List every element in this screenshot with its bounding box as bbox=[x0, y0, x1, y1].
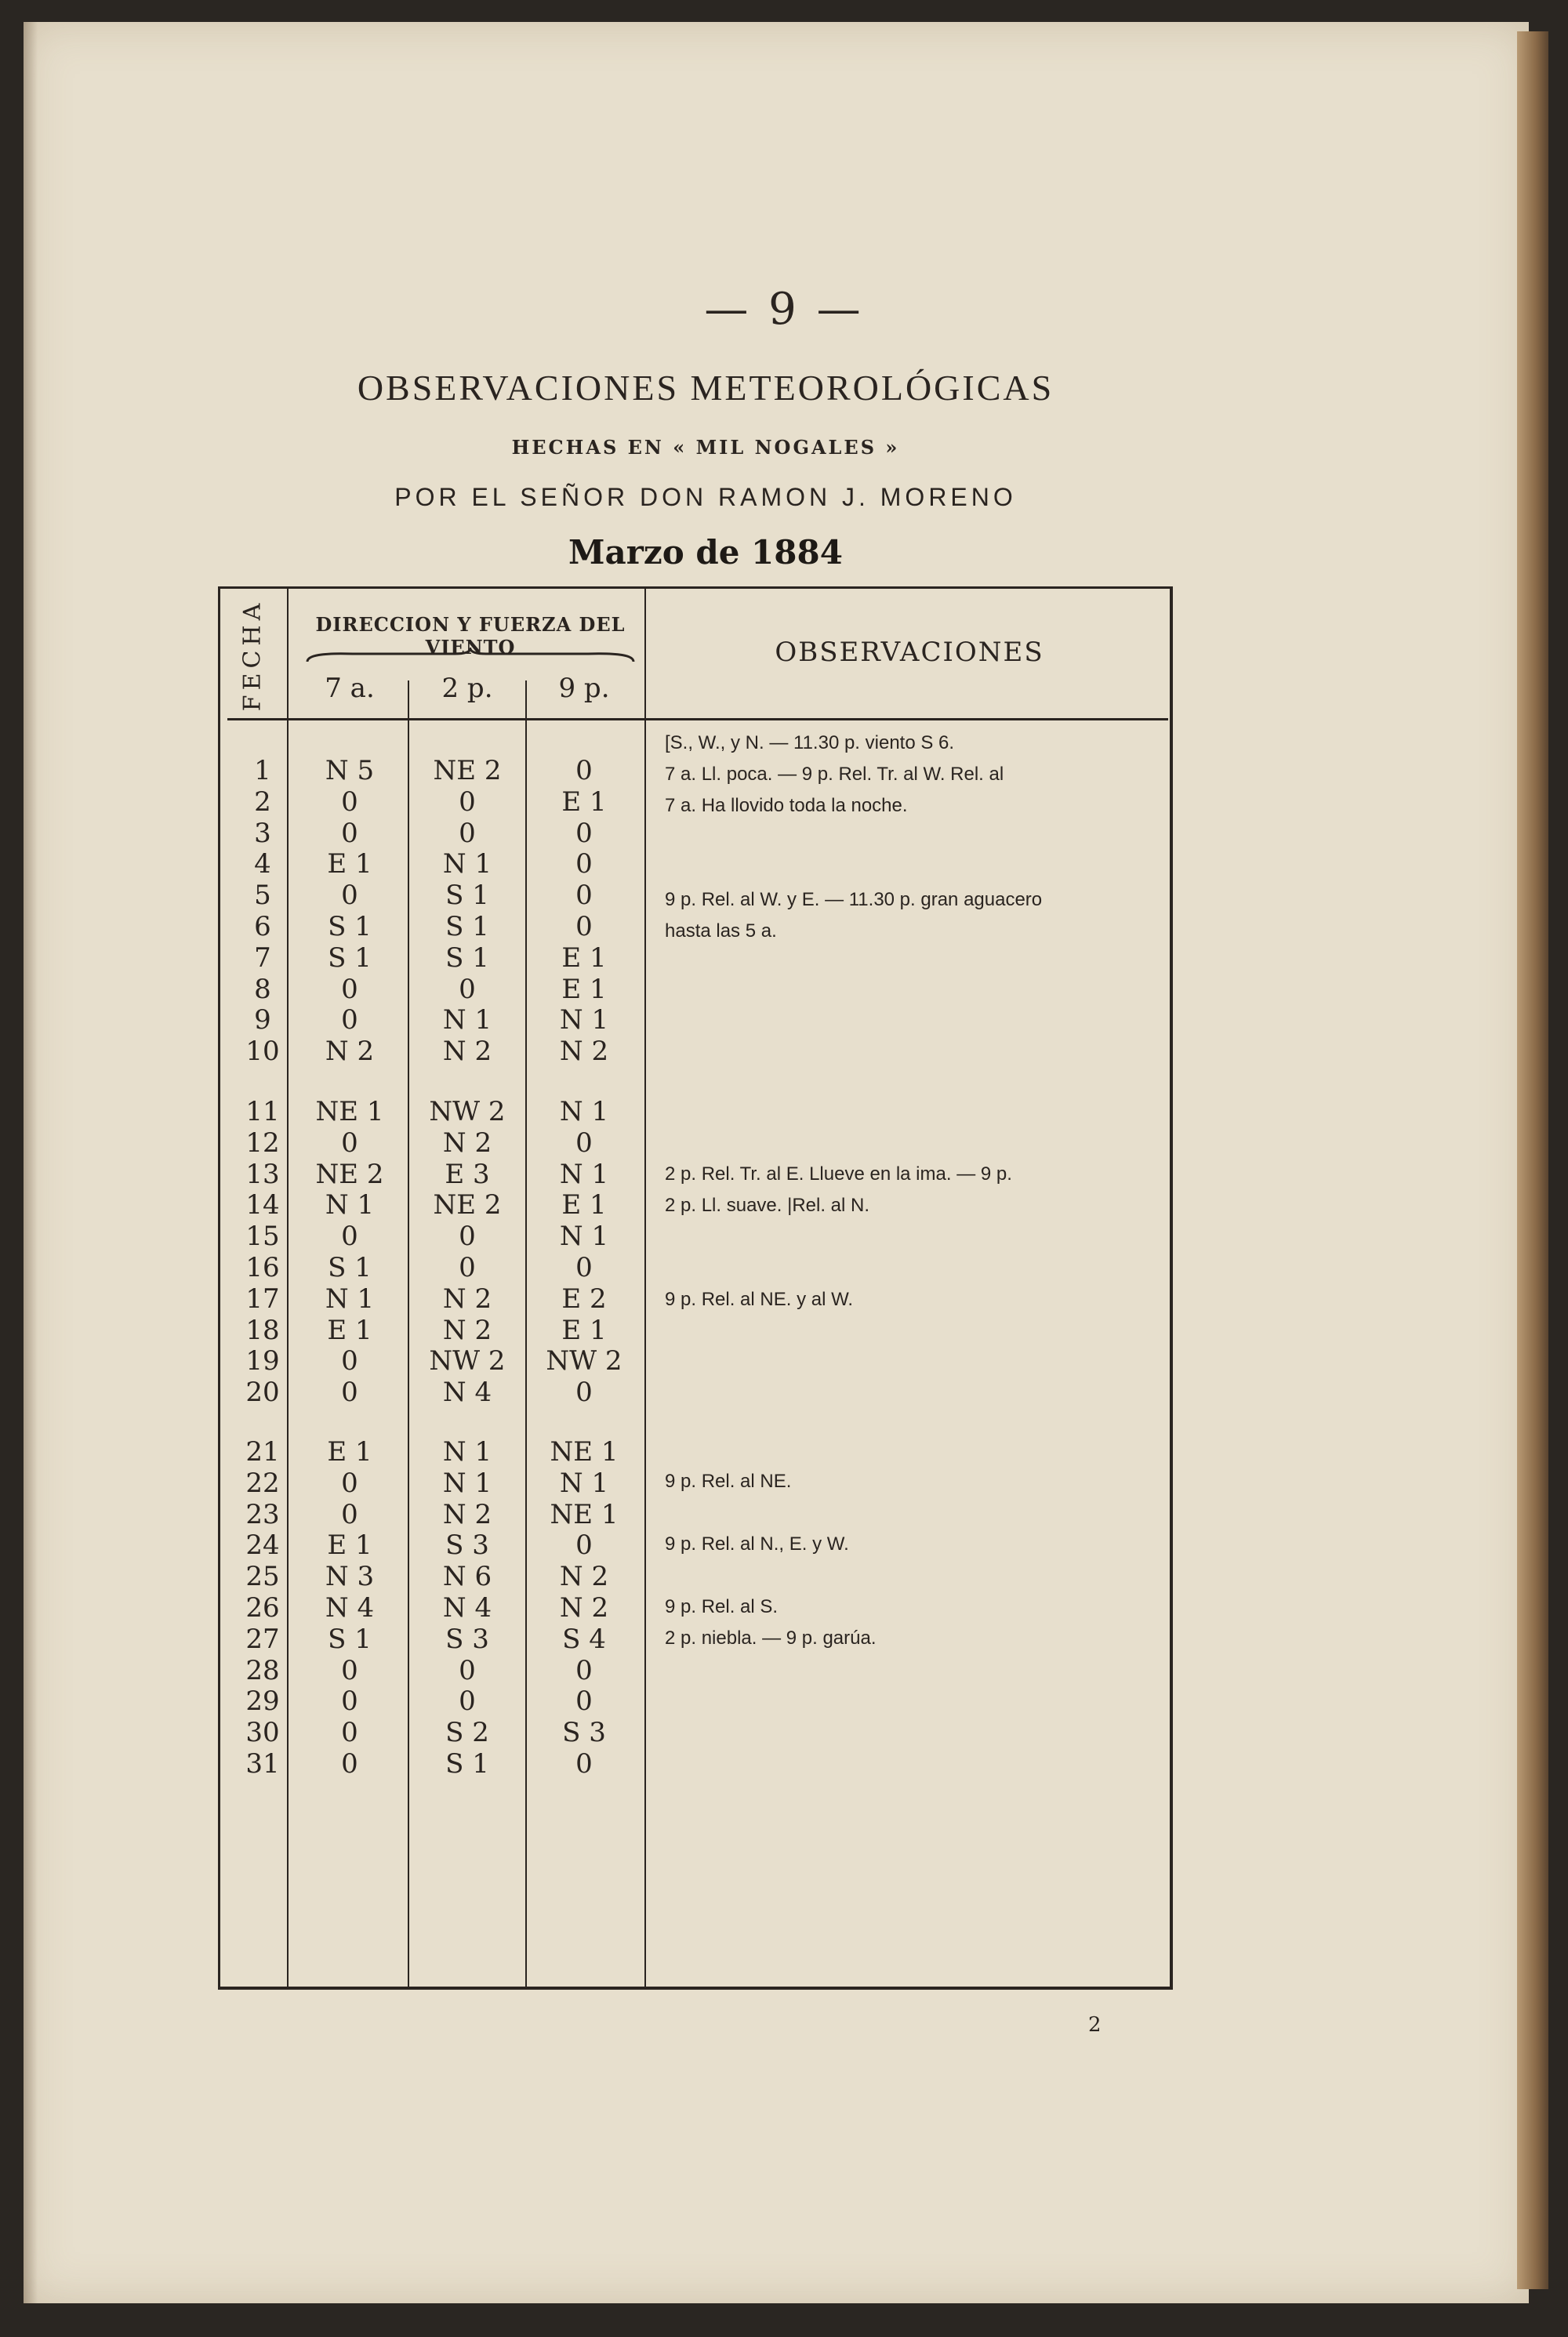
row-day: 19 bbox=[245, 1345, 280, 1377]
wind-2p: N 2 bbox=[442, 1127, 492, 1159]
wind-9p: N 1 bbox=[559, 1004, 609, 1036]
wind-9p: N 1 bbox=[559, 1159, 609, 1190]
wind-7a: 0 bbox=[341, 1377, 358, 1408]
wind-7a: E 1 bbox=[327, 1315, 372, 1346]
wind-2p: NE 2 bbox=[433, 755, 502, 786]
row-day: 18 bbox=[245, 1315, 280, 1346]
observation-line: 7 a. Ha llovido toda la noche. bbox=[665, 795, 908, 816]
wind-2p: N 1 bbox=[442, 1468, 492, 1499]
observation-line: hasta las 5 a. bbox=[665, 920, 777, 942]
row-day: 22 bbox=[245, 1468, 280, 1499]
wind-7a: N 3 bbox=[325, 1561, 375, 1592]
wind-7a: 0 bbox=[341, 1717, 358, 1748]
wind-9p: 0 bbox=[575, 755, 593, 786]
wind-2p: N 2 bbox=[442, 1499, 492, 1530]
row-day: 10 bbox=[245, 1036, 280, 1067]
row-day: 21 bbox=[245, 1436, 280, 1468]
observation-line: 9 p. Rel. al W. y E. — 11.30 p. gran aguacero bbox=[665, 889, 1043, 910]
row-day: 25 bbox=[245, 1561, 280, 1592]
wind-7a: N 1 bbox=[325, 1283, 375, 1315]
page-edge bbox=[1517, 31, 1548, 2289]
signature-number: 2 bbox=[1088, 2013, 1102, 2037]
row-day: 20 bbox=[245, 1377, 280, 1408]
row-day: 2 bbox=[254, 786, 271, 818]
wind-9p: E 1 bbox=[561, 1189, 607, 1221]
column-header-2p: 2 p. bbox=[441, 673, 493, 704]
row-day: 26 bbox=[245, 1592, 280, 1624]
wind-9p: E 1 bbox=[561, 1315, 607, 1346]
row-day: 5 bbox=[254, 880, 271, 911]
wind-7a: NE 2 bbox=[315, 1159, 384, 1190]
wind-7a: 0 bbox=[341, 1345, 358, 1377]
wind-9p: 0 bbox=[575, 818, 593, 849]
wind-7a: N 2 bbox=[325, 1036, 375, 1067]
wind-2p: S 1 bbox=[445, 911, 489, 942]
wind-2p: NW 2 bbox=[429, 1345, 506, 1377]
wind-2p: N 2 bbox=[442, 1036, 492, 1067]
wind-2p: 0 bbox=[459, 1686, 476, 1717]
wind-9p: N 1 bbox=[559, 1221, 609, 1252]
wind-7a: N 4 bbox=[325, 1592, 375, 1624]
wind-2p: NE 2 bbox=[433, 1189, 502, 1221]
wind-9p: 0 bbox=[575, 1252, 593, 1283]
wind-7a: S 1 bbox=[328, 1624, 372, 1655]
wind-9p: E 1 bbox=[561, 974, 607, 1005]
wind-2p: N 6 bbox=[442, 1561, 492, 1592]
row-day: 30 bbox=[245, 1717, 280, 1748]
wind-7a: E 1 bbox=[327, 1530, 372, 1561]
wind-9p: S 4 bbox=[562, 1624, 606, 1655]
row-day: 17 bbox=[245, 1283, 280, 1315]
observation-line: 9 p. Rel. al S. bbox=[665, 1596, 779, 1617]
column-header-7a: 7 a. bbox=[325, 673, 375, 704]
observation-line: 9 p. Rel. al NE. bbox=[665, 1471, 792, 1492]
wind-2p: N 1 bbox=[442, 1436, 492, 1468]
row-day: 23 bbox=[245, 1499, 280, 1530]
wind-9p: N 1 bbox=[559, 1096, 609, 1127]
wind-9p: 0 bbox=[575, 1748, 593, 1780]
row-day: 1 bbox=[254, 755, 271, 786]
wind-2p: S 1 bbox=[445, 880, 489, 911]
wind-7a: E 1 bbox=[327, 1436, 372, 1468]
row-day: 14 bbox=[245, 1189, 280, 1221]
wind-7a: E 1 bbox=[327, 848, 372, 880]
wind-9p: 0 bbox=[575, 848, 593, 880]
wind-9p: 0 bbox=[575, 1127, 593, 1159]
row-day: 15 bbox=[245, 1221, 280, 1252]
wind-9p: 0 bbox=[575, 1530, 593, 1561]
header-underline bbox=[227, 718, 1168, 720]
wind-9p: N 2 bbox=[559, 1036, 609, 1067]
wind-7a: 0 bbox=[341, 1655, 358, 1686]
row-day: 16 bbox=[245, 1252, 280, 1283]
row-day: 29 bbox=[245, 1686, 280, 1717]
column-divider-2p bbox=[525, 680, 527, 1988]
wind-2p: N 1 bbox=[442, 848, 492, 880]
wind-9p: 0 bbox=[575, 1655, 593, 1686]
observation-line: 2 p. Rel. Tr. al E. Llueve en la ima. — 9 p. bbox=[665, 1163, 1012, 1185]
wind-7a: 0 bbox=[341, 818, 358, 849]
wind-2p: S 1 bbox=[445, 942, 489, 974]
wind-9p: E 1 bbox=[561, 786, 607, 818]
observation-line: 2 p. niebla. — 9 p. garúa. bbox=[665, 1628, 877, 1649]
subtitle-location: HECHAS EN « MIL NOGALES » bbox=[511, 436, 900, 459]
row-day: 27 bbox=[245, 1624, 280, 1655]
wind-9p: E 1 bbox=[561, 942, 607, 974]
brace-icon bbox=[306, 648, 635, 663]
wind-9p: 0 bbox=[575, 1377, 593, 1408]
row-day: 9 bbox=[254, 1004, 271, 1036]
wind-2p: N 4 bbox=[442, 1592, 492, 1624]
observations-column-header: OBSERVACIONES bbox=[775, 637, 1044, 668]
observation-line: 7 a. Ll. poca. — 9 p. Rel. Tr. al W. Rel. al bbox=[665, 764, 1004, 785]
page-title: OBSERVACIONES METEOROLÓGICAS bbox=[357, 368, 1054, 408]
month-heading: Marzo de 1884 bbox=[568, 533, 843, 572]
wind-7a: N 1 bbox=[325, 1189, 375, 1221]
row-day: 4 bbox=[254, 848, 271, 880]
wind-7a: N 5 bbox=[325, 755, 375, 786]
row-day: 6 bbox=[254, 911, 271, 942]
row-day: 8 bbox=[254, 974, 271, 1005]
wind-9p: E 2 bbox=[561, 1283, 607, 1315]
wind-7a: 0 bbox=[341, 974, 358, 1005]
row-day: 7 bbox=[254, 942, 271, 974]
wind-2p: N 2 bbox=[442, 1283, 492, 1315]
wind-2p: NW 2 bbox=[429, 1096, 506, 1127]
wind-2p: 0 bbox=[459, 786, 476, 818]
observation-line: 9 p. Rel. al NE. y al W. bbox=[665, 1289, 854, 1310]
row-day: 12 bbox=[245, 1127, 280, 1159]
wind-2p: 0 bbox=[459, 1252, 476, 1283]
wind-2p: 0 bbox=[459, 1655, 476, 1686]
observation-line: 2 p. Ll. suave. |Rel. al N. bbox=[665, 1195, 870, 1216]
wind-9p: NE 1 bbox=[550, 1436, 619, 1468]
wind-9p: NE 1 bbox=[550, 1499, 619, 1530]
wind-7a: S 1 bbox=[328, 911, 372, 942]
wind-2p: N 1 bbox=[442, 1004, 492, 1036]
wind-9p: NW 2 bbox=[546, 1345, 622, 1377]
row-day: 31 bbox=[245, 1748, 280, 1780]
row-day: 24 bbox=[245, 1530, 280, 1561]
wind-7a: 0 bbox=[341, 1004, 358, 1036]
wind-2p: 0 bbox=[459, 1221, 476, 1252]
observation-line: [S., W., y N. — 11.30 p. viento S 6. bbox=[665, 732, 955, 753]
wind-7a: NE 1 bbox=[315, 1096, 384, 1127]
wind-9p: 0 bbox=[575, 911, 593, 942]
wind-7a: 0 bbox=[341, 1499, 358, 1530]
wind-7a: S 1 bbox=[328, 942, 372, 974]
wind-2p: S 3 bbox=[445, 1530, 489, 1561]
wind-9p: S 3 bbox=[562, 1717, 606, 1748]
wind-2p: N 2 bbox=[442, 1315, 492, 1346]
wind-2p: N 4 bbox=[442, 1377, 492, 1408]
wind-7a: 0 bbox=[341, 1748, 358, 1780]
wind-2p: E 3 bbox=[445, 1159, 490, 1190]
row-day: 11 bbox=[245, 1096, 280, 1127]
wind-column-group-header: DIRECCION Y FUERZA DEL VIENTO bbox=[315, 613, 626, 659]
wind-7a: 0 bbox=[341, 1221, 358, 1252]
page-number: — 9 — bbox=[704, 284, 864, 335]
wind-9p: 0 bbox=[575, 1686, 593, 1717]
row-day: 28 bbox=[245, 1655, 280, 1686]
column-divider-9p bbox=[644, 588, 646, 1988]
observation-line: 9 p. Rel. al N., E. y W. bbox=[665, 1533, 849, 1555]
wind-9p: 0 bbox=[575, 880, 593, 911]
row-day: 3 bbox=[254, 818, 271, 849]
column-divider-7a bbox=[408, 680, 409, 1988]
wind-2p: 0 bbox=[459, 974, 476, 1005]
fecha-label-text: FECHA bbox=[238, 598, 267, 711]
column-header-9p: 9 p. bbox=[558, 673, 610, 704]
page-gutter-shadow bbox=[24, 22, 38, 2303]
wind-7a: 0 bbox=[341, 1468, 358, 1499]
wind-9p: N 1 bbox=[559, 1468, 609, 1499]
wind-2p: S 2 bbox=[445, 1717, 489, 1748]
wind-2p: S 3 bbox=[445, 1624, 489, 1655]
wind-7a: 0 bbox=[341, 786, 358, 818]
wind-2p: S 1 bbox=[445, 1748, 489, 1780]
fecha-column-header bbox=[218, 596, 287, 713]
wind-7a: S 1 bbox=[328, 1252, 372, 1283]
subtitle-author: POR EL SEÑOR DON RAMON J. MORENO bbox=[394, 483, 1017, 511]
wind-7a: 0 bbox=[341, 1686, 358, 1717]
wind-9p: N 2 bbox=[559, 1561, 609, 1592]
wind-2p: 0 bbox=[459, 818, 476, 849]
wind-9p: N 2 bbox=[559, 1592, 609, 1624]
row-day: 13 bbox=[245, 1159, 280, 1190]
wind-7a: 0 bbox=[341, 880, 358, 911]
wind-7a: 0 bbox=[341, 1127, 358, 1159]
